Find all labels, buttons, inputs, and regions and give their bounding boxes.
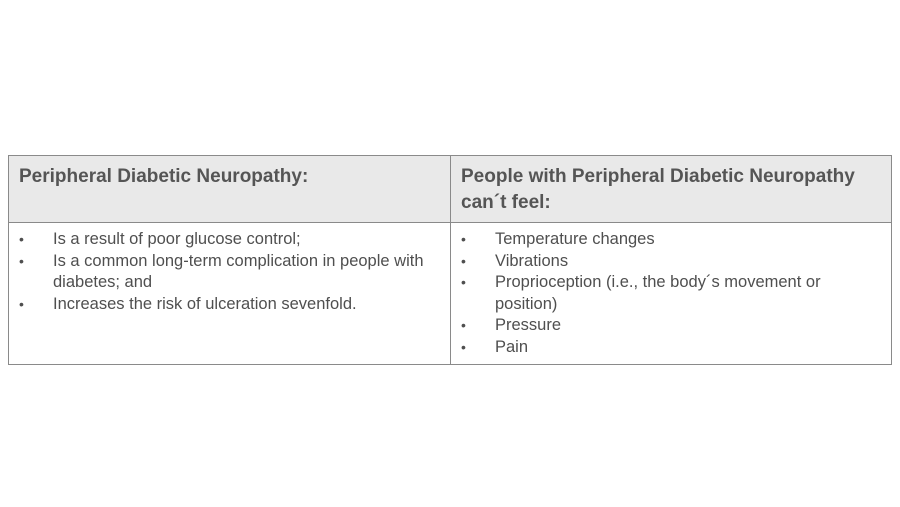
bullet-icon: • xyxy=(461,338,466,355)
list-item-text: Proprioception (i.e., the body´s movement or position) xyxy=(495,273,821,313)
neuropathy-table xyxy=(8,155,892,365)
bullet-icon: • xyxy=(19,231,24,247)
list-item-text: Pressure xyxy=(495,316,562,335)
list-item xyxy=(461,315,881,337)
list-item xyxy=(461,337,881,359)
bullet-icon: • xyxy=(461,274,466,291)
list-item-text: Pain xyxy=(495,337,529,356)
list-item-text: Increases the risk of ulceration sevenfold. xyxy=(53,294,357,313)
header-right: People with Peripheral Diabetic Neuropathy can´t feel: xyxy=(451,156,891,223)
bullet-icon: • xyxy=(461,231,466,247)
right-cell xyxy=(451,223,891,364)
list-item xyxy=(461,251,881,273)
list-item-text: Is a result of poor glucose control; xyxy=(53,230,301,248)
left-cell xyxy=(9,223,451,364)
header-left: Peripheral Diabetic Neuropathy: xyxy=(9,156,451,223)
list-item xyxy=(19,229,440,251)
bullet-icon: • xyxy=(461,317,466,334)
list-item xyxy=(19,251,440,294)
list-item-text: Is a common long-term complication in people with diabetes; and xyxy=(53,251,424,292)
left-list xyxy=(19,229,440,315)
bullet-icon: • xyxy=(19,295,24,312)
list-item xyxy=(461,229,881,251)
list-item-text: Vibrations xyxy=(495,251,569,270)
bullet-icon: • xyxy=(461,252,466,269)
list-item-text: Temperature changes xyxy=(495,230,655,248)
right-list xyxy=(461,229,881,359)
list-item xyxy=(461,272,881,315)
bullet-icon: • xyxy=(19,252,24,269)
list-item xyxy=(19,294,440,316)
